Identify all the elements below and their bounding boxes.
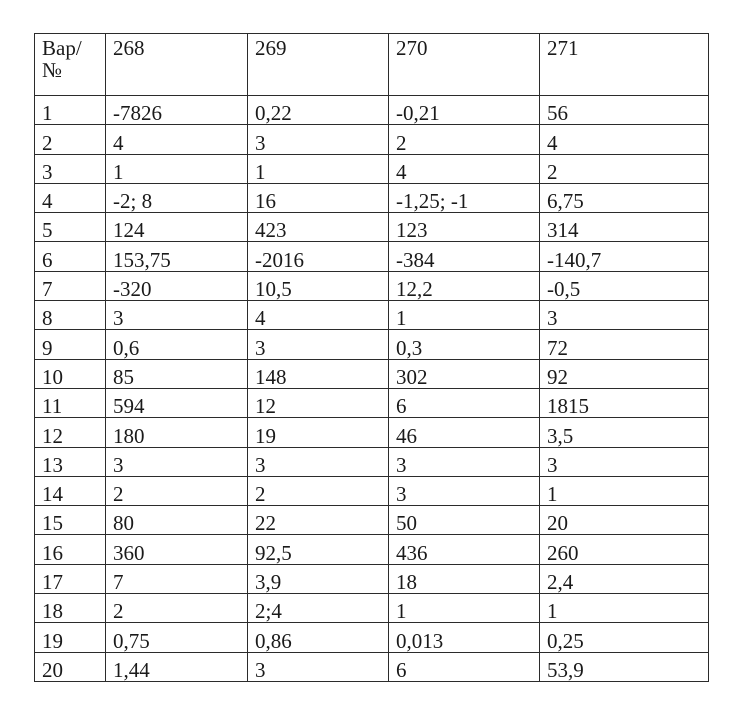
table-row bbox=[35, 96, 709, 125]
answer-cell: 0,013 bbox=[389, 623, 540, 652]
answer-cell: 92,5 bbox=[248, 535, 389, 564]
answer-cell: 423 bbox=[248, 213, 389, 242]
answer-cell: 3,9 bbox=[248, 564, 389, 593]
answer-cell: 3 bbox=[106, 301, 248, 330]
answers-table bbox=[34, 33, 709, 682]
answer-cell: 3 bbox=[106, 447, 248, 476]
answer-cell: 6 bbox=[389, 652, 540, 681]
answer-cell: 2;4 bbox=[248, 594, 389, 623]
answer-cell: 1 bbox=[106, 154, 248, 183]
answer-cell: 72 bbox=[540, 330, 709, 359]
task-number-cell: 2 bbox=[35, 125, 106, 154]
answer-cell: 92 bbox=[540, 359, 709, 388]
variant-header-cell: 270 bbox=[389, 34, 540, 96]
task-number-cell: 15 bbox=[35, 506, 106, 535]
answers-table-body bbox=[35, 34, 709, 682]
variant-header-cell: 269 bbox=[248, 34, 389, 96]
answer-cell: 18 bbox=[389, 564, 540, 593]
task-number-cell: 7 bbox=[35, 271, 106, 300]
answer-cell: 260 bbox=[540, 535, 709, 564]
answer-cell: 3 bbox=[248, 125, 389, 154]
corner-label-line1: Вар/ bbox=[42, 36, 82, 60]
corner-label-line2: № bbox=[42, 58, 63, 82]
answer-cell: 3 bbox=[248, 447, 389, 476]
answer-cell: 3,5 bbox=[540, 418, 709, 447]
answer-cell: 302 bbox=[389, 359, 540, 388]
answer-cell: 1 bbox=[389, 301, 540, 330]
table-row bbox=[35, 388, 709, 417]
answer-cell: 3 bbox=[540, 447, 709, 476]
answer-cell: 12,2 bbox=[389, 271, 540, 300]
answer-cell: 2 bbox=[540, 154, 709, 183]
task-number-cell: 11 bbox=[35, 388, 106, 417]
task-number-cell: 13 bbox=[35, 447, 106, 476]
task-number-cell: 19 bbox=[35, 623, 106, 652]
answer-cell: 0,25 bbox=[540, 623, 709, 652]
answer-cell: 4 bbox=[248, 301, 389, 330]
variant-header-cell: 271 bbox=[540, 34, 709, 96]
answer-cell: 3 bbox=[389, 447, 540, 476]
answer-cell: 2 bbox=[248, 476, 389, 505]
task-number-cell: 14 bbox=[35, 476, 106, 505]
task-number-cell: 17 bbox=[35, 564, 106, 593]
answer-cell: -2; 8 bbox=[106, 183, 248, 212]
table-row bbox=[35, 330, 709, 359]
table-row bbox=[35, 652, 709, 681]
answer-cell: 1 bbox=[389, 594, 540, 623]
answer-cell: 0,75 bbox=[106, 623, 248, 652]
table-row bbox=[35, 623, 709, 652]
task-number-cell: 3 bbox=[35, 154, 106, 183]
answer-cell: 80 bbox=[106, 506, 248, 535]
answer-cell: 180 bbox=[106, 418, 248, 447]
answer-cell: 0,86 bbox=[248, 623, 389, 652]
answer-cell: 6 bbox=[389, 388, 540, 417]
task-number-cell: 20 bbox=[35, 652, 106, 681]
task-number-cell: 12 bbox=[35, 418, 106, 447]
task-number-cell: 6 bbox=[35, 242, 106, 271]
answer-cell: 3 bbox=[389, 476, 540, 505]
table-row bbox=[35, 476, 709, 505]
answer-cell: 2,4 bbox=[540, 564, 709, 593]
task-number-cell: 5 bbox=[35, 213, 106, 242]
table-row bbox=[35, 447, 709, 476]
header-row bbox=[35, 34, 709, 96]
answer-cell: -320 bbox=[106, 271, 248, 300]
answer-cell: 360 bbox=[106, 535, 248, 564]
table-row bbox=[35, 183, 709, 212]
answer-cell: 4 bbox=[106, 125, 248, 154]
task-number-cell: 9 bbox=[35, 330, 106, 359]
answer-cell: 16 bbox=[248, 183, 389, 212]
answer-cell: 3 bbox=[248, 652, 389, 681]
answer-cell: 0,22 bbox=[248, 96, 389, 125]
answer-cell: 50 bbox=[389, 506, 540, 535]
answer-cell: 3 bbox=[540, 301, 709, 330]
answer-cell: 148 bbox=[248, 359, 389, 388]
table-row bbox=[35, 125, 709, 154]
answer-cell: -384 bbox=[389, 242, 540, 271]
task-number-cell: 8 bbox=[35, 301, 106, 330]
answer-cell: -1,25; -1 bbox=[389, 183, 540, 212]
table-row bbox=[35, 564, 709, 593]
answer-cell: 436 bbox=[389, 535, 540, 564]
answer-cell: 594 bbox=[106, 388, 248, 417]
corner-header-cell bbox=[35, 34, 106, 96]
task-number-cell: 16 bbox=[35, 535, 106, 564]
table-row bbox=[35, 271, 709, 300]
table-row bbox=[35, 301, 709, 330]
task-number-cell: 18 bbox=[35, 594, 106, 623]
answer-cell: 4 bbox=[389, 154, 540, 183]
answer-cell: 10,5 bbox=[248, 271, 389, 300]
answer-cell: 314 bbox=[540, 213, 709, 242]
table-row bbox=[35, 418, 709, 447]
answer-cell: 7 bbox=[106, 564, 248, 593]
answer-cell: -0,21 bbox=[389, 96, 540, 125]
answer-cell: 2 bbox=[106, 476, 248, 505]
answer-cell: 123 bbox=[389, 213, 540, 242]
answer-cell: 46 bbox=[389, 418, 540, 447]
answer-cell: 1 bbox=[248, 154, 389, 183]
table-row bbox=[35, 359, 709, 388]
answer-cell: -7826 bbox=[106, 96, 248, 125]
answer-cell: 1 bbox=[540, 594, 709, 623]
answer-cell: 6,75 bbox=[540, 183, 709, 212]
answer-cell: 124 bbox=[106, 213, 248, 242]
answer-cell: 2 bbox=[106, 594, 248, 623]
answer-cell: 0,6 bbox=[106, 330, 248, 359]
table-row bbox=[35, 594, 709, 623]
answer-cell: 53,9 bbox=[540, 652, 709, 681]
answer-cell: 1,44 bbox=[106, 652, 248, 681]
answer-cell: 12 bbox=[248, 388, 389, 417]
table-row bbox=[35, 506, 709, 535]
table-row bbox=[35, 213, 709, 242]
answer-cell: 1 bbox=[540, 476, 709, 505]
task-number-cell: 10 bbox=[35, 359, 106, 388]
answer-cell: -0,5 bbox=[540, 271, 709, 300]
answer-cell: 56 bbox=[540, 96, 709, 125]
answer-cell: 4 bbox=[540, 125, 709, 154]
answer-cell: 1815 bbox=[540, 388, 709, 417]
table-row bbox=[35, 242, 709, 271]
answer-cell: 20 bbox=[540, 506, 709, 535]
answer-cell: -2016 bbox=[248, 242, 389, 271]
task-number-cell: 1 bbox=[35, 96, 106, 125]
answer-cell: 22 bbox=[248, 506, 389, 535]
answer-cell: 85 bbox=[106, 359, 248, 388]
task-number-cell: 4 bbox=[35, 183, 106, 212]
table-row bbox=[35, 535, 709, 564]
table-row bbox=[35, 154, 709, 183]
answer-cell: 0,3 bbox=[389, 330, 540, 359]
answer-cell: 19 bbox=[248, 418, 389, 447]
answer-cell: 153,75 bbox=[106, 242, 248, 271]
variant-header-cell: 268 bbox=[106, 34, 248, 96]
answer-cell: 3 bbox=[248, 330, 389, 359]
answer-cell: 2 bbox=[389, 125, 540, 154]
answer-cell: -140,7 bbox=[540, 242, 709, 271]
